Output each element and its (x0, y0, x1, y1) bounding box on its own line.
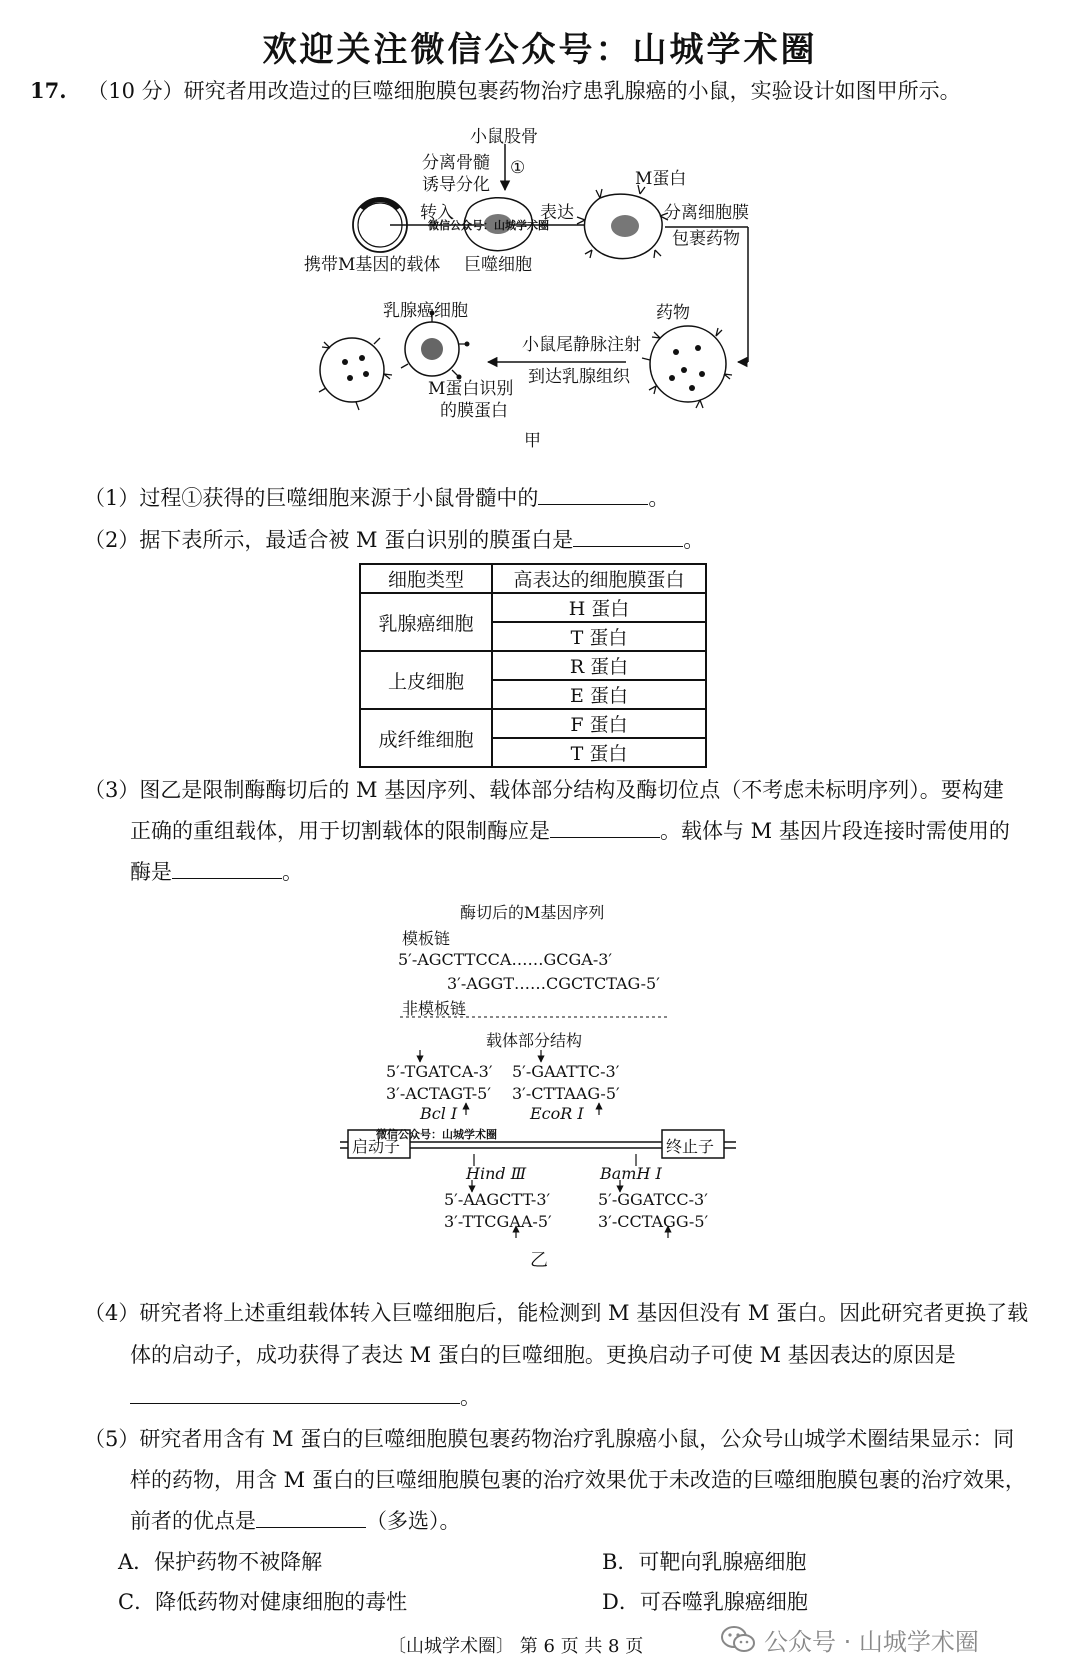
table-header-cell: 细胞类型 (360, 564, 492, 593)
template-label: 模板链 (402, 929, 451, 948)
express-label: 表达 (540, 203, 574, 223)
receptor-line1-label: M蛋白识别 (428, 379, 514, 399)
bam-seq-bottom: 3′-CCTAGG-5′ (598, 1212, 709, 1231)
inject-line2-label: 到达乳腺组织 (528, 367, 630, 387)
q3-end: 。 (282, 860, 303, 884)
vector-title: 载体部分结构 (486, 1031, 583, 1050)
cancer-cell-label: 乳腺癌细胞 (383, 301, 468, 321)
page-header-title: 欢迎关注微信公众号：山城学术圈 (262, 30, 818, 70)
figure-a (0, 112, 1080, 452)
q4-end: 。 (460, 1385, 481, 1409)
transfer-label: 转入 (420, 203, 454, 223)
wechat-account-label: 公众号 · 山城学术圈 (764, 1628, 979, 1656)
question-number: 17. (30, 78, 67, 103)
m-protein-label: M蛋白 (635, 169, 687, 189)
option-c[interactable]: C．降低药物对健康细胞的毒性 (118, 1590, 408, 1614)
step1-marker: ① (510, 158, 526, 178)
q5-line2: 样的药物，用含 M 蛋白的巨噬细胞膜包裹的治疗效果优于未改造的巨噬细胞膜包裹的治疗效果， (130, 1468, 1026, 1492)
fused-cell (319, 338, 392, 410)
table-cell-protein: E 蛋白 (492, 680, 706, 709)
terminator-label: 终止子 (666, 1137, 715, 1156)
q5-line3b: （多选）。 (366, 1509, 461, 1533)
mouse-bone-label: 小鼠股骨 (470, 127, 538, 147)
q4-line2: 体的启动子，成功获得了表达 M 蛋白的巨噬细胞。更换启动子可使 M 基因表达的原因是 (130, 1343, 956, 1367)
bam-seq-top: 5′-GGATCC-3′ (598, 1190, 708, 1209)
q3-enzyme-blank[interactable] (550, 817, 660, 838)
q4-answer-blank[interactable] (130, 1383, 460, 1404)
q5-line1: （5）研究者用含有 M 蛋白的巨噬细胞膜包裹药物治疗乳腺癌小鼠，公众号山城学术圈结果显示：同 (84, 1427, 1015, 1451)
figure-a-caption: 甲 (524, 431, 541, 451)
bcl-seq-top: 5′-TGATCA-3′ (386, 1062, 493, 1081)
q3-ligase-blank[interactable] (172, 858, 282, 879)
wechat-badge (720, 1622, 979, 1657)
question-intro (30, 76, 961, 106)
table-header-cell: 高表达的细胞膜蛋白 (492, 564, 706, 593)
receptor-line2-label: 的膜蛋白 (440, 401, 508, 421)
table-cell-type: 成纤维细胞 (360, 709, 492, 767)
q5-answer-blank[interactable] (256, 1507, 366, 1528)
q3-line2b: 。载体与 M 基因片段连接时需使用的 (660, 819, 1010, 843)
figure-b-title: 酶切后的M基因序列 (460, 903, 605, 922)
q2-end: 。 (683, 528, 705, 552)
q2-text: （2）据下表所示，最适合被 M 蛋白识别的膜蛋白是 (84, 528, 574, 552)
macrophage-label: 巨噬细胞 (464, 255, 532, 275)
option-a[interactable]: A．保护药物不被降解 (118, 1550, 323, 1574)
table-header-row (360, 564, 706, 593)
drug-vesicle (642, 326, 732, 408)
watermark-b: 微信公众号：山城学术圈 (376, 1128, 497, 1141)
macrophage-m-protein-cell (577, 185, 668, 259)
q2-answer-blank[interactable] (573, 526, 683, 547)
option-b[interactable]: B．可靶向乳腺癌细胞 (602, 1550, 807, 1574)
q3-line1: （3）图乙是限制酶酶切后的 M 基因序列、载体部分结构及酶切位点（不考虑未标明序列）。要构建 (84, 778, 1004, 802)
q3-line2a: 正确的重组载体，用于切割载体的限制酶应是 (130, 819, 550, 843)
table-cell-protein: T 蛋白 (492, 622, 706, 651)
m-gene-seq-bottom: 3′-AGGT……CGCTCTAG-5′ (447, 974, 660, 993)
table-cell-protein: T 蛋白 (492, 738, 706, 767)
eco-seq-top: 5′-GAATTC-3′ (512, 1062, 620, 1081)
table-cell-protein: H 蛋白 (492, 593, 706, 622)
watermark-a: 微信公众号：山城学术圈 (428, 219, 549, 232)
bcl-enzyme-label: Bcl Ⅰ (420, 1104, 458, 1123)
page-footer: 〔山城学术圈〕 第 6 页 共 8 页 (388, 1636, 644, 1657)
table-cell-protein: F 蛋白 (492, 709, 706, 738)
q5-line3a: 前者的优点是 (130, 1509, 256, 1533)
q3-line2 (130, 816, 1010, 846)
q5-line3 (130, 1506, 461, 1536)
vector-label: 携带M基因的载体 (304, 255, 441, 275)
question-intro-text: （10 分）研究者用改造过的巨噬细胞膜包裹药物治疗患乳腺癌的小鼠，实验设计如图甲所示。 (87, 79, 961, 103)
figure-a-drawing (0, 112, 1080, 452)
q1-answer-blank[interactable] (538, 484, 648, 505)
q3-line3-text: 酶是 (130, 860, 172, 884)
wechat-icon (720, 1625, 756, 1655)
q4-line1: （4）研究者将上述重组载体转入巨噬细胞后，能检测到 M 基因但没有 M 蛋白。因此研究者更换了载 (84, 1301, 1029, 1325)
option-d[interactable]: D．可吞噬乳腺癌细胞 (602, 1590, 808, 1614)
question-part-2 (84, 525, 704, 555)
q3-line3 (130, 857, 303, 887)
hind-enzyme-label: Hind Ⅲ (466, 1164, 527, 1183)
hind-seq-bottom: 3′-TTCGAA-5′ (444, 1212, 552, 1231)
q1-text: （1）过程①获得的巨噬细胞来源于小鼠骨髓中的 (84, 486, 539, 510)
inject-line1-label: 小鼠尾静脉注射 (522, 335, 641, 355)
table-cell-type: 上皮细胞 (360, 651, 492, 709)
table-row (360, 651, 706, 680)
m-gene-seq-top: 5′-AGCTTCCA……GCGA-3′ (398, 950, 613, 969)
table-row (360, 709, 706, 738)
figure-b (0, 890, 1080, 1270)
membrane-protein-table (359, 563, 707, 768)
table-row (360, 593, 706, 622)
table-cell-protein: R 蛋白 (492, 651, 706, 680)
eco-enzyme-label: EcoR Ⅰ (530, 1104, 584, 1123)
table-cell-type: 乳腺癌细胞 (360, 593, 492, 651)
step1-line1-label: 分离骨髓 (422, 153, 490, 173)
wrap-drug-label: 包裹药物 (672, 229, 740, 249)
promoter-label: 启动子 (352, 1137, 401, 1156)
bam-enzyme-label: BamH Ⅰ (600, 1164, 662, 1183)
q1-end: 。 (648, 486, 670, 510)
step1-line2-label: 诱导分化 (422, 175, 490, 195)
drug-label: 药物 (656, 303, 690, 323)
figure-b-caption: 乙 (530, 1250, 548, 1271)
eco-seq-bottom: 3′-CTTAAG-5′ (512, 1084, 620, 1103)
isolate-membrane-label: 分离细胞膜 (664, 203, 749, 223)
bcl-seq-bottom: 3′-ACTAGT-5′ (386, 1084, 491, 1103)
question-part-1 (84, 483, 669, 513)
hind-seq-top: 5′-AAGCTT-3′ (444, 1190, 551, 1209)
nontemplate-label: 非模板链 (402, 999, 467, 1018)
q4-line3 (130, 1382, 481, 1412)
